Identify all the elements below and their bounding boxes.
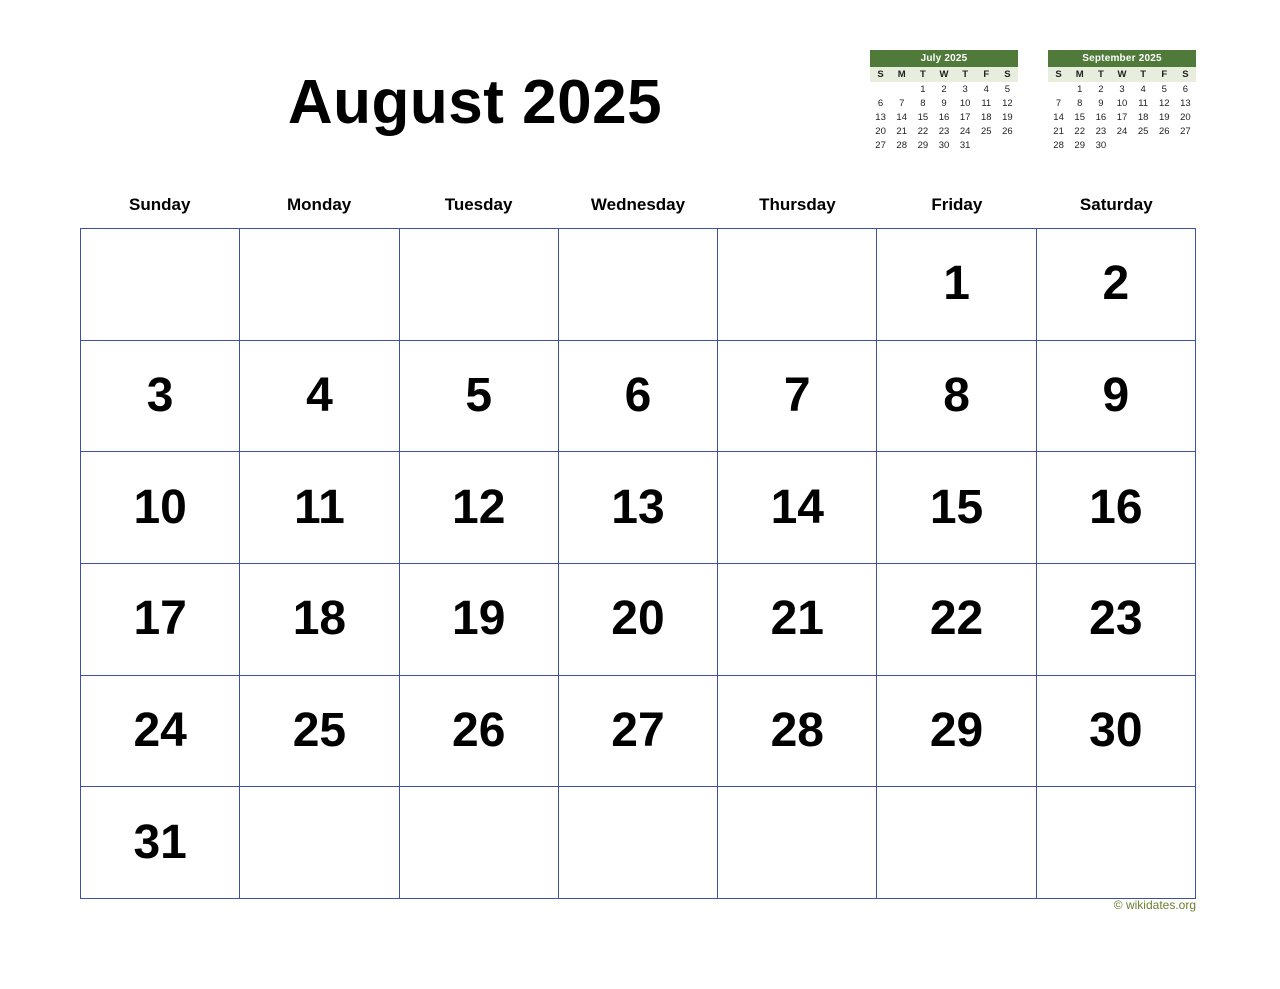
mini-day: 6 xyxy=(870,96,891,110)
day-number: 4 xyxy=(306,368,333,422)
day-cell[interactable] xyxy=(400,452,559,564)
mini-day: 17 xyxy=(1111,110,1132,124)
mini-day: 2 xyxy=(1090,82,1111,96)
mini-day xyxy=(976,138,997,152)
mini-day: 3 xyxy=(955,82,976,96)
mini-day: 24 xyxy=(955,124,976,138)
mini-week-row xyxy=(1048,96,1196,110)
mini-day: 28 xyxy=(1048,138,1069,152)
day-cell[interactable] xyxy=(877,676,1036,788)
mini-day: 19 xyxy=(1154,110,1175,124)
day-cell[interactable] xyxy=(718,564,877,676)
mini-day: 9 xyxy=(933,96,954,110)
mini-day: 13 xyxy=(870,110,891,124)
mini-calendar-next-month xyxy=(1048,50,1196,152)
day-cell[interactable] xyxy=(81,341,240,453)
mini-week-row xyxy=(870,110,1018,124)
day-cell[interactable] xyxy=(559,452,718,564)
mini-day xyxy=(870,82,891,96)
mini-day: 10 xyxy=(1111,96,1132,110)
mini-calendar-table xyxy=(870,67,1018,152)
day-cell[interactable] xyxy=(400,341,559,453)
mini-weekday-row xyxy=(1048,67,1196,82)
day-number: 5 xyxy=(465,368,493,422)
mini-day: 10 xyxy=(955,96,976,110)
copyright-symbol: © xyxy=(1113,898,1123,912)
day-cell[interactable] xyxy=(559,564,718,676)
mini-day: 22 xyxy=(912,124,933,138)
mini-weekday-row xyxy=(870,67,1018,82)
day-cell[interactable] xyxy=(240,452,399,564)
day-cell[interactable] xyxy=(559,787,718,899)
mini-day: 12 xyxy=(997,96,1018,110)
site-name-link[interactable]: wikidates.org xyxy=(1125,898,1196,912)
day-cell[interactable] xyxy=(877,564,1036,676)
day-cell[interactable] xyxy=(240,676,399,788)
mini-day: 24 xyxy=(1111,124,1132,138)
mini-day: 20 xyxy=(870,124,891,138)
mini-calendar-title: July 2025 xyxy=(870,50,1018,67)
mini-weekday: M xyxy=(1069,67,1090,82)
day-number: 17 xyxy=(133,592,187,646)
mini-day: 3 xyxy=(1111,82,1132,96)
mini-day xyxy=(1154,138,1175,152)
mini-day: 11 xyxy=(1133,96,1154,110)
mini-week-row xyxy=(1048,110,1196,124)
mini-day: 26 xyxy=(997,124,1018,138)
mini-day xyxy=(1111,138,1132,152)
mini-week-row xyxy=(870,96,1018,110)
mini-day xyxy=(1175,138,1196,152)
weekday-header-tuesday: Tuesday xyxy=(444,195,513,214)
day-cell[interactable] xyxy=(877,452,1036,564)
mini-week-row xyxy=(870,124,1018,138)
mini-day: 21 xyxy=(1048,124,1069,138)
mini-day: 8 xyxy=(1069,96,1090,110)
mini-day: 1 xyxy=(912,82,933,96)
mini-day: 17 xyxy=(955,110,976,124)
page-header xyxy=(0,0,1280,175)
day-cell[interactable] xyxy=(400,564,559,676)
mini-day: 13 xyxy=(1175,96,1196,110)
day-cell[interactable] xyxy=(240,341,399,453)
mini-day: 21 xyxy=(891,124,912,138)
day-cell[interactable] xyxy=(877,341,1036,453)
mini-day xyxy=(891,82,912,96)
mini-day: 15 xyxy=(1069,110,1090,124)
mini-day: 19 xyxy=(997,110,1018,124)
day-number: 30 xyxy=(1089,703,1143,757)
mini-day: 16 xyxy=(1090,110,1111,124)
weekday-header-monday: Monday xyxy=(287,195,352,214)
mini-day: 5 xyxy=(997,82,1018,96)
day-number: 13 xyxy=(611,480,665,534)
day-cell[interactable] xyxy=(400,229,559,341)
mini-week-row xyxy=(1048,138,1196,152)
mini-day xyxy=(1133,138,1154,152)
mini-day: 16 xyxy=(933,110,954,124)
day-number: 24 xyxy=(133,703,187,757)
mini-day: 5 xyxy=(1154,82,1175,96)
day-number: 8 xyxy=(943,368,970,422)
day-cell[interactable] xyxy=(240,787,399,899)
footer-credit xyxy=(1114,898,1196,912)
day-number: 31 xyxy=(133,815,187,869)
day-number: 14 xyxy=(770,480,824,534)
day-number: 6 xyxy=(624,368,652,422)
mini-day: 7 xyxy=(891,96,912,110)
mini-weekday: W xyxy=(933,67,954,82)
day-cell[interactable] xyxy=(81,564,240,676)
day-number: 12 xyxy=(452,480,506,534)
day-cell[interactable] xyxy=(1037,229,1196,341)
day-cell[interactable] xyxy=(718,341,877,453)
page-title: August 2025 xyxy=(287,68,663,137)
day-number: 19 xyxy=(452,592,506,646)
day-cell[interactable] xyxy=(559,676,718,788)
mini-day: 11 xyxy=(976,96,997,110)
day-cell[interactable] xyxy=(718,229,877,341)
day-number: 1 xyxy=(943,257,970,311)
day-cell[interactable] xyxy=(81,787,240,899)
mini-weekday: S xyxy=(997,67,1018,82)
day-number: 16 xyxy=(1089,480,1143,534)
mini-day: 26 xyxy=(1154,124,1175,138)
day-cell[interactable] xyxy=(718,787,877,899)
calendar-grid xyxy=(80,228,1196,899)
mini-day: 14 xyxy=(1048,110,1069,124)
mini-day: 27 xyxy=(870,138,891,152)
day-number: 9 xyxy=(1102,368,1130,422)
day-cell[interactable] xyxy=(1037,452,1196,564)
day-number: 18 xyxy=(292,592,347,646)
weekday-header-saturday: Saturday xyxy=(1079,195,1153,214)
mini-day: 20 xyxy=(1175,110,1196,124)
day-number: 10 xyxy=(133,480,187,534)
mini-weekday: T xyxy=(912,67,933,82)
mini-day: 18 xyxy=(1133,110,1154,124)
weekday-header-thursday: Thursday xyxy=(759,195,836,214)
day-number: 15 xyxy=(929,480,984,534)
mini-week-row xyxy=(870,138,1018,152)
day-number: 28 xyxy=(770,703,824,757)
day-number: 21 xyxy=(770,592,824,646)
mini-day: 30 xyxy=(933,138,954,152)
weekday-header-sunday: Sunday xyxy=(129,195,191,214)
day-cell[interactable] xyxy=(400,787,559,899)
day-cell[interactable] xyxy=(1037,341,1196,453)
day-number: 22 xyxy=(929,592,984,646)
day-number: 26 xyxy=(452,703,506,757)
mini-day: 1 xyxy=(1069,82,1090,96)
mini-weekday: F xyxy=(976,67,997,82)
day-cell[interactable] xyxy=(240,229,399,341)
day-cell[interactable] xyxy=(877,229,1036,341)
mini-day: 6 xyxy=(1175,82,1196,96)
mini-week-row xyxy=(1048,124,1196,138)
mini-day: 29 xyxy=(1069,138,1090,152)
day-cell[interactable] xyxy=(559,341,718,453)
day-number: 27 xyxy=(611,703,665,757)
mini-weekday: M xyxy=(891,67,912,82)
mini-weekday: T xyxy=(1133,67,1154,82)
day-number: 23 xyxy=(1089,592,1143,646)
mini-week-row xyxy=(870,82,1018,96)
mini-weekday: F xyxy=(1154,67,1175,82)
mini-calendar-table xyxy=(1048,67,1196,152)
day-cell[interactable] xyxy=(718,676,877,788)
mini-day: 29 xyxy=(912,138,933,152)
day-cell[interactable] xyxy=(877,787,1036,899)
day-cell[interactable] xyxy=(1037,564,1196,676)
day-cell[interactable] xyxy=(718,452,877,564)
mini-day: 4 xyxy=(1133,82,1154,96)
mini-day: 30 xyxy=(1090,138,1111,152)
mini-day: 2 xyxy=(933,82,954,96)
mini-day: 9 xyxy=(1090,96,1111,110)
mini-day: 25 xyxy=(976,124,997,138)
day-cell[interactable] xyxy=(81,229,240,341)
day-cell[interactable] xyxy=(559,229,718,341)
mini-day: 22 xyxy=(1069,124,1090,138)
day-cell[interactable] xyxy=(400,676,559,788)
mini-day: 27 xyxy=(1175,124,1196,138)
day-number: 11 xyxy=(294,480,345,534)
mini-weekday: S xyxy=(1048,67,1069,82)
day-cell[interactable] xyxy=(1037,787,1196,899)
mini-day: 23 xyxy=(933,124,954,138)
weekday-header-row xyxy=(80,195,1196,223)
mini-day: 14 xyxy=(891,110,912,124)
mini-weekday: T xyxy=(1090,67,1111,82)
day-number: 2 xyxy=(1102,257,1130,311)
mini-weekday: S xyxy=(870,67,891,82)
day-number: 7 xyxy=(783,368,811,422)
day-cell[interactable] xyxy=(81,452,240,564)
mini-week-row xyxy=(1048,82,1196,96)
mini-day xyxy=(997,138,1018,152)
mini-weekday: W xyxy=(1111,67,1132,82)
day-cell[interactable] xyxy=(1037,676,1196,788)
weekday-header-wednesday: Wednesday xyxy=(590,195,686,214)
mini-calendar-title: September 2025 xyxy=(1048,50,1196,67)
day-number: 25 xyxy=(292,703,347,757)
day-number: 20 xyxy=(611,592,665,646)
mini-day: 12 xyxy=(1154,96,1175,110)
mini-calendars xyxy=(870,50,1196,152)
mini-calendar-previous-month xyxy=(870,50,1018,152)
mini-day: 15 xyxy=(912,110,933,124)
mini-weekday: T xyxy=(955,67,976,82)
mini-day: 31 xyxy=(955,138,976,152)
mini-day xyxy=(1048,82,1069,96)
day-number: 29 xyxy=(929,703,984,757)
mini-day: 28 xyxy=(891,138,912,152)
mini-day: 4 xyxy=(976,82,997,96)
day-number: 3 xyxy=(146,368,174,422)
mini-day: 7 xyxy=(1048,96,1069,110)
mini-weekday: S xyxy=(1175,67,1196,82)
day-cell[interactable] xyxy=(81,676,240,788)
mini-day: 18 xyxy=(976,110,997,124)
mini-day: 23 xyxy=(1090,124,1111,138)
day-cell[interactable] xyxy=(240,564,399,676)
mini-day: 25 xyxy=(1133,124,1154,138)
mini-day: 8 xyxy=(912,96,933,110)
weekday-header-friday: Friday xyxy=(931,195,983,214)
